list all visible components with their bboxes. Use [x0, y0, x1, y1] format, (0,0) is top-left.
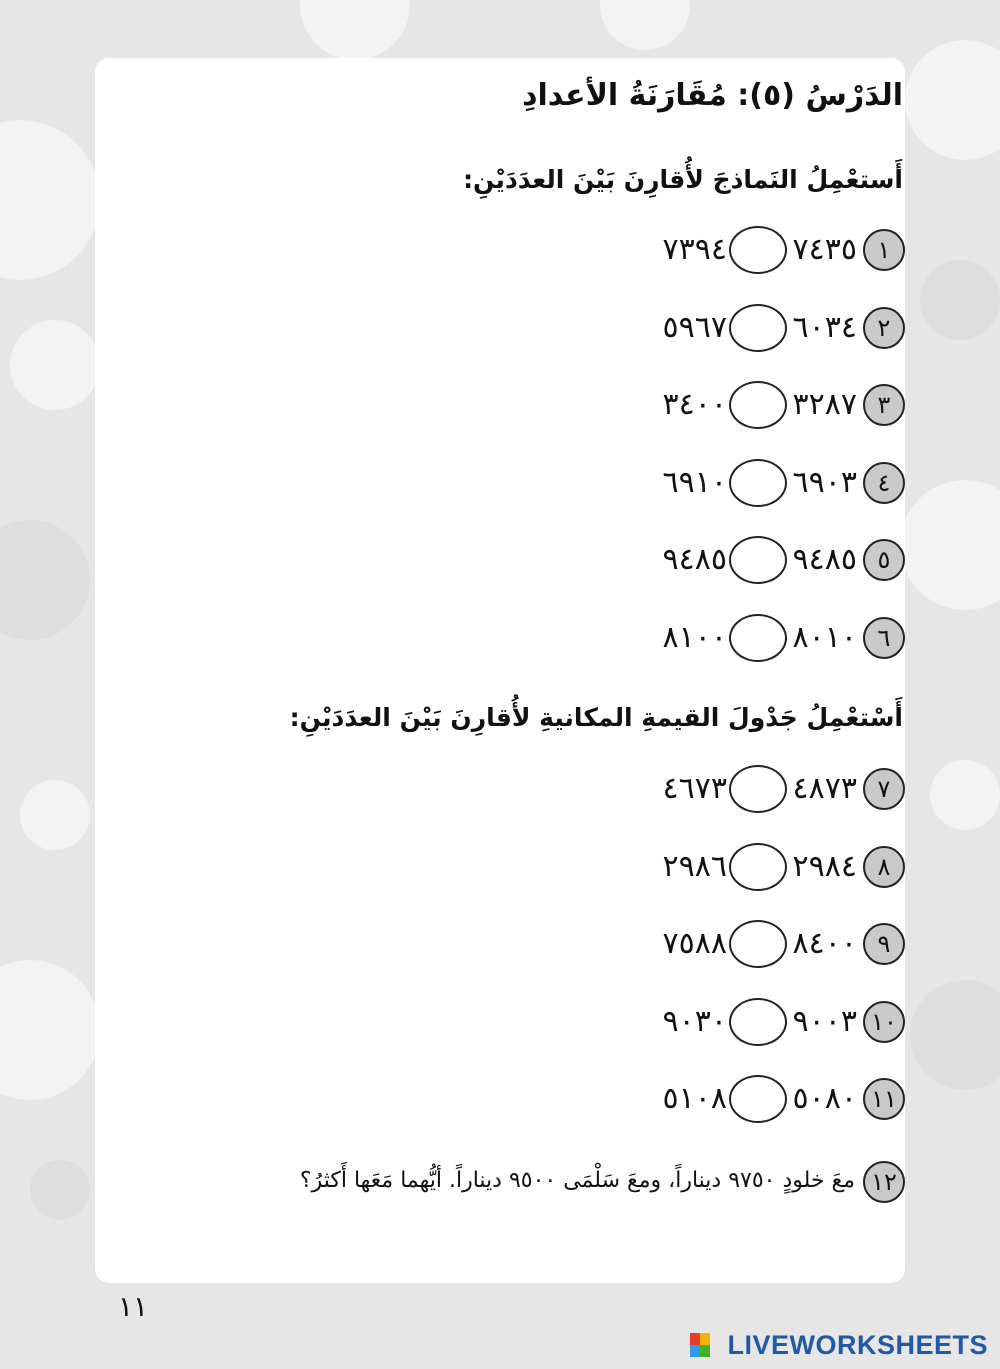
background-bubble — [30, 1160, 90, 1220]
first-number: ٤٨٧٣ — [792, 771, 857, 806]
background-bubble — [900, 480, 1000, 610]
second-number: ٨١٠٠ — [662, 619, 727, 655]
background-bubble — [930, 760, 1000, 830]
second-number: ٦٩١٠ — [662, 464, 727, 500]
first-number: ٦٩٠٣ — [792, 464, 857, 500]
comparison-row — [645, 998, 905, 1048]
page-number: ١١ — [118, 1290, 149, 1323]
first-number: ٣٢٨٧ — [792, 387, 857, 422]
comparison-row — [645, 614, 905, 664]
first-number: ٨٤٠٠ — [792, 926, 857, 961]
second-number: ٥١٠٨ — [662, 1081, 727, 1116]
question-number-badge: ٥ — [863, 539, 905, 581]
liveworksheets-logo-icon — [690, 1333, 710, 1357]
comparison-answer-circle[interactable] — [729, 381, 787, 429]
comparison-row — [645, 1075, 905, 1125]
comparison-answer-circle[interactable] — [729, 536, 787, 584]
second-number: ٧٣٩٤ — [662, 232, 727, 267]
question-number-badge: ١١ — [863, 1078, 905, 1120]
background-bubble — [600, 0, 690, 50]
background-bubble — [905, 40, 1000, 160]
background-bubble — [0, 120, 100, 280]
background-bubble — [920, 260, 1000, 340]
comparison-row — [645, 920, 905, 970]
comparison-row — [645, 765, 905, 815]
comparison-row — [645, 304, 905, 354]
word-problem-text: معَ خلودٍ ٩٧٥٠ ديناراً، ومعَ سَلْمَى ٩٥٠٠ ديناراً. أيُّهما مَعَها أَكثرُ؟ — [299, 1168, 855, 1193]
comparison-answer-circle[interactable] — [729, 1075, 787, 1123]
first-number: ٥٠٨٠ — [792, 1081, 857, 1116]
first-number: ٨٠١٠ — [792, 619, 857, 655]
second-number: ٢٩٨٦ — [662, 848, 727, 884]
background-bubble — [910, 980, 1000, 1090]
question-number-badge: ٧ — [863, 768, 905, 810]
question-number-badge: ٣ — [863, 384, 905, 426]
background-bubble — [0, 960, 100, 1100]
first-number: ٩٤٨٥ — [792, 542, 857, 577]
comparison-answer-circle[interactable] — [729, 843, 787, 891]
comparison-row — [645, 536, 905, 586]
lesson-title: الدَرْسُ (٥): مُقَارَنَةُ الأعدادِ — [522, 78, 903, 113]
first-number: ٩٠٠٣ — [792, 1003, 857, 1039]
background-bubble — [20, 780, 90, 850]
question-number-badge: ٢ — [863, 307, 905, 349]
background-bubble — [300, 0, 410, 60]
section1-instruction: أَستعْمِلُ النَماذجَ لأُقارِنَ بَيْنَ العدَدَيْنِ: — [463, 165, 903, 194]
comparison-answer-circle[interactable] — [729, 304, 787, 352]
comparison-answer-circle[interactable] — [729, 765, 787, 813]
comparison-row — [645, 381, 905, 431]
section2-instruction: أَسْتعْمِلُ جَدْولَ القيمةِ المكانيةِ لأُقارِنَ بَيْنَ العدَدَيْنِ: — [289, 703, 903, 732]
question-number-badge: ٨ — [863, 846, 905, 888]
comparison-answer-circle[interactable] — [729, 998, 787, 1046]
comparison-row — [645, 459, 905, 509]
first-number: ٦٠٣٤ — [792, 309, 857, 345]
question-number-badge: ١ — [863, 229, 905, 271]
comparison-answer-circle[interactable] — [729, 226, 787, 274]
question-number-badge: ٦ — [863, 617, 905, 659]
second-number: ٩٠٣٠ — [662, 1003, 727, 1039]
question-number-badge: ١٠ — [863, 1001, 905, 1043]
comparison-row — [645, 226, 905, 276]
background-bubble — [10, 320, 100, 410]
first-number: ٧٤٣٥ — [792, 232, 857, 267]
background-bubble — [0, 520, 90, 640]
second-number: ٩٤٨٥ — [662, 542, 727, 577]
question-number-badge: ٤ — [863, 462, 905, 504]
word-problem — [145, 1158, 905, 1208]
second-number: ٤٦٧٣ — [662, 771, 727, 806]
brand-name: LIVEWORKSHEETS — [727, 1330, 988, 1360]
comparison-answer-circle[interactable] — [729, 614, 787, 662]
second-number: ٥٩٦٧ — [662, 309, 727, 345]
comparison-answer-circle[interactable] — [729, 459, 787, 507]
comparison-answer-circle[interactable] — [729, 920, 787, 968]
second-number: ٧٥٨٨ — [662, 926, 727, 961]
question-number-badge: ٩ — [863, 923, 905, 965]
question-number-badge: ١٢ — [863, 1161, 905, 1203]
second-number: ٣٤٠٠ — [662, 387, 727, 422]
comparison-row — [645, 843, 905, 893]
first-number: ٢٩٨٤ — [792, 848, 857, 884]
